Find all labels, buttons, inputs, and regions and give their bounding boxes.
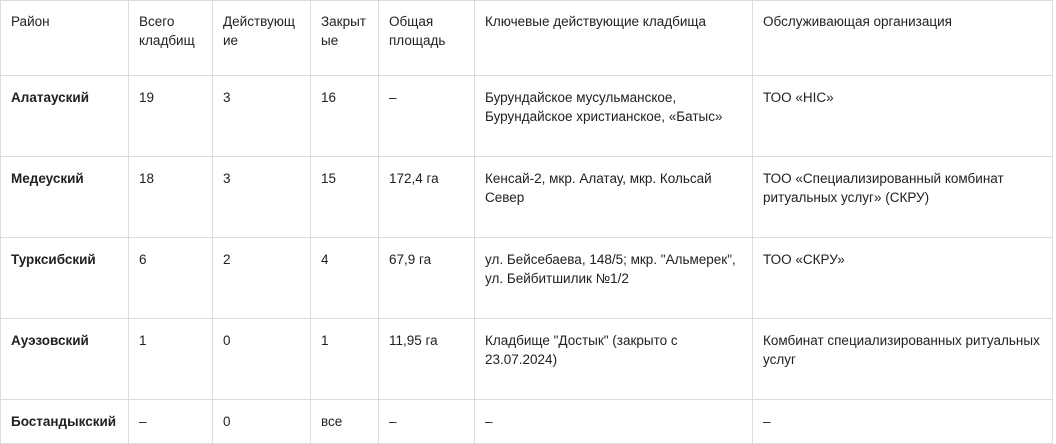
cell-closed: 4 [311,238,379,319]
cell-area: 172,4 га [379,157,475,238]
cell-organization: – [753,400,1053,444]
cell-key-cemeteries: Кенсай-2, мкр. Алатау, мкр. Кольсай Север [475,157,753,238]
column-header-area: Общая площадь [379,1,475,76]
cell-closed: 16 [311,76,379,157]
column-header-organization: Обслуживающая организация [753,1,1053,76]
cell-area: – [379,76,475,157]
cell-closed: 15 [311,157,379,238]
cell-total: 18 [129,157,213,238]
column-header-active: Действующие [213,1,311,76]
cell-total: 19 [129,76,213,157]
cell-active: 0 [213,400,311,444]
cell-active: 3 [213,76,311,157]
cell-closed: все [311,400,379,444]
table-row [1,157,1053,238]
table-body [1,76,1053,444]
column-header-district: Район [1,1,129,76]
cell-key-cemeteries: ул. Бейсебаева, 148/5; мкр. "Альмерек", ул. Бейбитшилик №1/2 [475,238,753,319]
cell-total: – [129,400,213,444]
table-row [1,319,1053,400]
cell-organization: ТОО «Специализированный комбинат ритуальных услуг» (СКРУ) [753,157,1053,238]
cell-district: Алатауский [1,76,129,157]
cell-district: Турксибский [1,238,129,319]
cell-district: Ауэзовский [1,319,129,400]
cell-total: 1 [129,319,213,400]
cell-active: 3 [213,157,311,238]
table-row [1,238,1053,319]
cell-area: 67,9 га [379,238,475,319]
cell-organization: ТОО «HIC» [753,76,1053,157]
cell-organization: ТОО «СКРУ» [753,238,1053,319]
cell-organization: Комбинат специализированных ритуальных услуг [753,319,1053,400]
cell-key-cemeteries: Бурундайское мусульманское, Бурундайское христианское, «Батыс» [475,76,753,157]
table-header-row [1,1,1053,76]
cell-area: 11,95 га [379,319,475,400]
column-header-closed: Закрытые [311,1,379,76]
cell-key-cemeteries: – [475,400,753,444]
table-header [1,1,1053,76]
cell-district: Медеуский [1,157,129,238]
table-row [1,76,1053,157]
cell-closed: 1 [311,319,379,400]
cell-district: Бостандыкский [1,400,129,444]
cell-key-cemeteries: Кладбище "Достык" (закрыто с 23.07.2024) [475,319,753,400]
cell-active: 2 [213,238,311,319]
column-header-key-cemeteries: Ключевые действующие кладбища [475,1,753,76]
column-header-total: Всего кладбищ [129,1,213,76]
cell-area: – [379,400,475,444]
table-row [1,400,1053,444]
cell-active: 0 [213,319,311,400]
cell-total: 6 [129,238,213,319]
